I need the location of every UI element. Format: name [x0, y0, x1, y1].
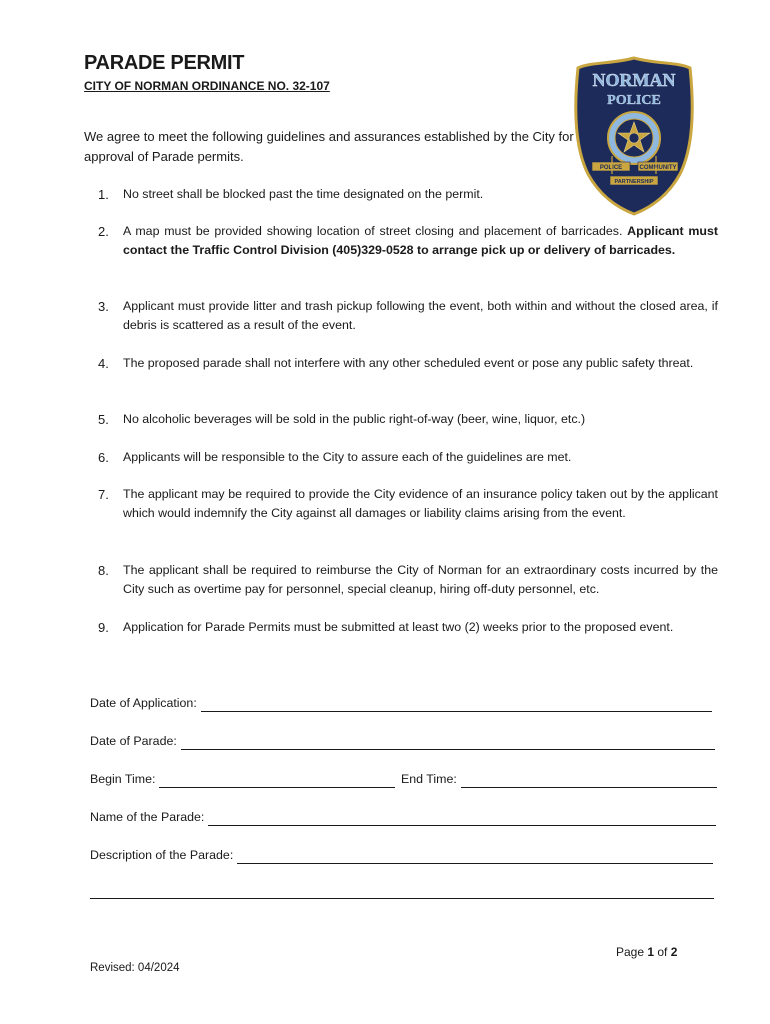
revised-date: Revised: 04/2024 [90, 962, 180, 974]
guideline-text: Applicant must provide litter and trash pickup following the event, both within and without the closed area, if debris is scattered as a result of the event. [123, 299, 718, 332]
page-of: of [654, 945, 671, 959]
ordinance-reference: CITY OF NORMAN ORDINANCE NO. 32-107 [84, 79, 330, 93]
guideline-text: The applicant shall be required to reimburse the City of Norman for an extraordinary costs incurred by the City such as overtime pay for personnel, special cleanup, hiring off-duty personnel, etc. [123, 563, 718, 596]
guideline-text: No alcoholic beverages will be sold in the public right-of-way (beer, wine, liquor, etc.) [123, 412, 586, 426]
intro-paragraph: We agree to meet the following guidelines and assurances established by the City for approval of Parade permits. [84, 129, 574, 164]
page-prefix: Page [616, 945, 648, 959]
description-field[interactable] [90, 846, 713, 864]
description-continuation-line[interactable] [90, 898, 714, 899]
name-of-parade-input[interactable] [208, 811, 716, 826]
guideline-text: Application for Parade Permits must be submitted at least two (2) weeks prior to the proposed event. [123, 620, 674, 634]
guideline-number: 1. [98, 187, 109, 202]
guideline-number: 4. [98, 356, 109, 371]
guideline-item [98, 448, 718, 467]
date-of-application-label: Date of Application: [90, 696, 197, 710]
guideline-number: 2. [98, 224, 109, 239]
page-total: 2 [670, 945, 678, 959]
guideline-number: 3. [98, 299, 109, 314]
date-of-application-field[interactable] [90, 694, 712, 712]
badge-right-ribbon: COMMUNITY [639, 165, 677, 171]
badge-second-text: POLICE [607, 93, 661, 108]
page-number [616, 945, 677, 959]
guideline-bold-text: Applicant must contact the Traffic Control Division (405)329-0528 to arrange pick up or delivery of barricades. [123, 224, 718, 257]
date-of-application-input[interactable] [201, 697, 712, 712]
guideline-item [98, 297, 718, 335]
date-of-parade-label: Date of Parade: [90, 734, 177, 748]
guideline-text: No street shall be blocked past the time designated on the permit. [123, 187, 484, 201]
end-time-label: End Time: [401, 772, 457, 786]
date-of-parade-field[interactable] [90, 732, 715, 750]
page-current: 1 [647, 945, 655, 959]
guideline-number: 6. [98, 450, 109, 465]
name-of-parade-field[interactable] [90, 808, 716, 826]
guideline-text: The proposed parade shall not interfere with any other scheduled event or pose any public safety threat. [123, 356, 694, 370]
guideline-number: 9. [98, 620, 109, 635]
begin-time-input[interactable] [159, 773, 395, 788]
description-label: Description of the Parade: [90, 848, 234, 862]
name-of-parade-label: Name of the Parade: [90, 810, 205, 824]
page-title: PARADE PERMIT [84, 52, 245, 74]
guideline-item [98, 222, 718, 260]
badge-bottom-ribbon: PARTNERSHIP [614, 179, 654, 185]
end-time-input[interactable] [461, 773, 717, 788]
guideline-item [98, 410, 718, 429]
guideline-text: Applicants will be responsible to the City to assure each of the guidelines are met. [123, 450, 572, 464]
guideline-number: 5. [98, 412, 109, 427]
guideline-item [98, 354, 718, 373]
guideline-item [98, 561, 718, 599]
badge-top-text: NORMAN [592, 70, 676, 90]
description-input[interactable] [237, 849, 713, 864]
end-time-field[interactable] [401, 770, 717, 788]
guideline-item [98, 485, 718, 523]
guideline-item [98, 618, 718, 637]
guideline-text: A map must be provided showing location of street closing and placement of barricades. [123, 224, 628, 238]
guideline-text: The applicant may be required to provide the City evidence of an insurance policy taken out by the applicant which would indemnify the City against all damages or liability claims arising from the event. [123, 487, 718, 520]
guideline-item [98, 185, 718, 204]
badge-left-ribbon: POLICE [599, 165, 623, 171]
guideline-number: 7. [98, 487, 109, 502]
begin-time-field[interactable] [90, 770, 395, 788]
begin-time-label: Begin Time: [90, 772, 156, 786]
guideline-number: 8. [98, 563, 109, 578]
date-of-parade-input[interactable] [181, 735, 715, 750]
